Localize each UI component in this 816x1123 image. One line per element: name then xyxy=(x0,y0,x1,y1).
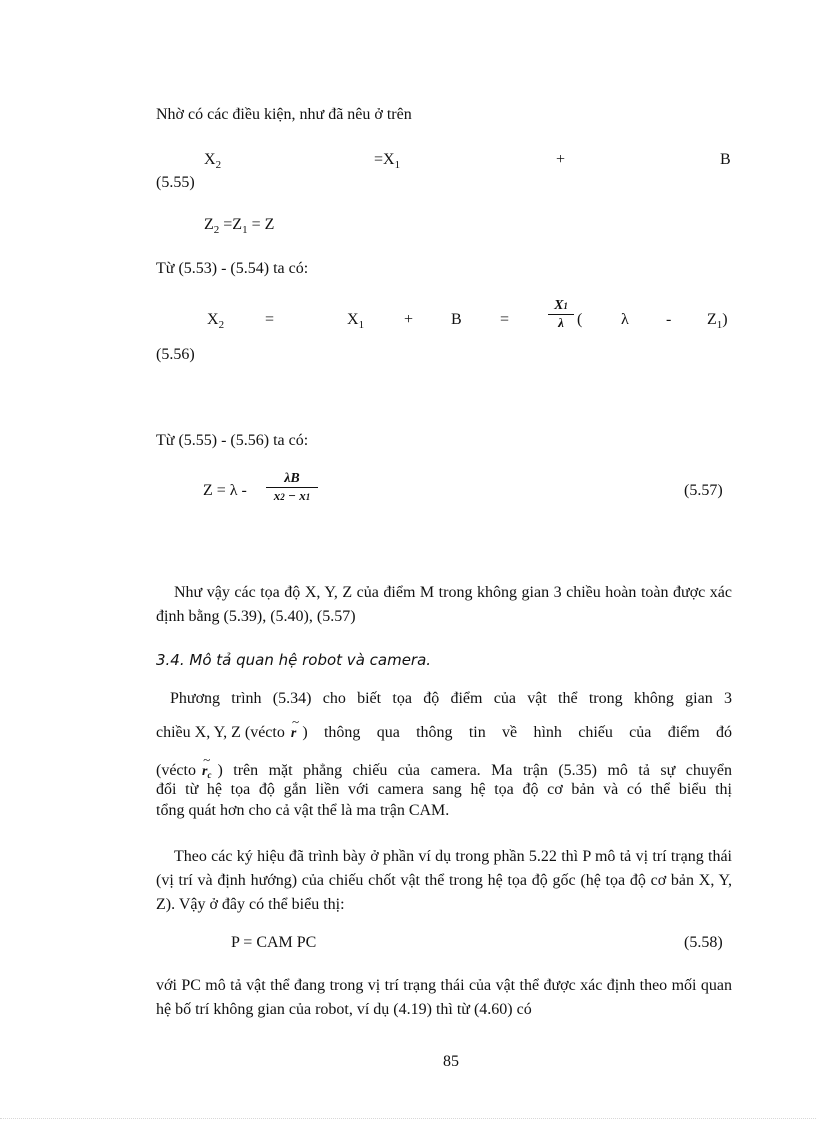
eq557-lhs: Z = λ - xyxy=(203,482,247,499)
eq556-fraction: X1 λ xyxy=(548,298,574,331)
para2-line4: đổi từ hệ tọa độ gắn liền với camera sang hệ tọa độ cơ bản và có thể biểu thị xyxy=(156,781,732,798)
para2-line2: chiều X, Y, Z (vécto ~ r ) thông qua thông tin về hình chiếu của điểm đó xyxy=(156,723,732,744)
eq556-plus: + xyxy=(404,311,414,328)
eq556-b: B xyxy=(451,311,462,328)
eq555-ref: (5.55) xyxy=(156,174,195,191)
page-bottom-border xyxy=(0,1118,816,1119)
from-text-2: Từ (5.55) - (5.56) ta có: xyxy=(156,432,309,449)
eq557-fraction: λB x2 − x1 xyxy=(266,471,318,505)
eq556-x2: $X_2$ xyxy=(207,311,225,331)
eq556-lambda: λ xyxy=(621,311,629,328)
para2-line3: (vécto ~ $r_c$ ) trên mặt phẳng chiếu của camera. Ma trận (5.35) mô tả sự chuyển xyxy=(156,752,732,780)
eq555-plus: + xyxy=(556,151,566,168)
eq555-mid: $=X_1$ xyxy=(374,151,401,171)
eq558-ref: (5.58) xyxy=(684,934,723,951)
eq-z-equality: $Z_2 =Z_1 = Z$ xyxy=(204,216,275,236)
eq558-expr: P = CAM PC xyxy=(231,934,317,951)
paragraph-coordinates: Như vậy các tọa độ X, Y, Z của điểm M trong không gian 3 chiều hoàn toàn được xác định bằng (5.39), (5.40), (5.57) xyxy=(156,584,732,625)
eq556-eq1: = xyxy=(265,311,275,328)
eq556-x1: $X_1$ xyxy=(347,311,365,331)
eq556-eq2: = xyxy=(500,311,510,328)
page-number: 85 xyxy=(443,1053,459,1070)
para2-line1: Phương trình (5.34) cho biết tọa độ điểm của vật thể trong không gian 3 xyxy=(170,690,732,707)
intro-text: Nhờ có các điều kiện, như đã nêu ở trên xyxy=(156,106,412,123)
eq556-paren-open: ( xyxy=(577,311,583,328)
eq556-minus: - xyxy=(666,311,672,328)
eq556-ref: (5.56) xyxy=(156,346,195,363)
vector-rc-symbol: ~ $r_c$ xyxy=(201,752,212,780)
para2-line5: tổng quát hơn cho cả vật thể là ma trận CAM. xyxy=(156,802,450,819)
eq556-z1: $Z_1$) xyxy=(707,311,728,331)
eq555-lhs: $X_2$ xyxy=(204,151,222,171)
eq555-rhs: B xyxy=(720,151,731,168)
paragraph-notation: Theo các ký hiệu đã trình bày ở phần ví dụ trong phần 5.22 thì P mô tả vị trí trạng thái (vị trí và định hướng) của chiếu chốt vật thể trong hệ tọa độ gốc (hệ tọa độ cơ bản X, Y, Z). Vậy ở đây có thể biểu thị: xyxy=(156,848,732,913)
eq557-ref: (5.57) xyxy=(684,482,723,499)
vector-r-symbol: ~ r xyxy=(290,714,299,741)
from-text-1: Từ (5.53) - (5.54) ta có: xyxy=(156,260,309,277)
section-heading: 3.4. Mô tả quan hệ robot và camera. xyxy=(156,651,432,669)
paragraph-pc: với PC mô tả vật thể đang trong vị trí trạng thái của vật thể được xác định theo mối quan hệ bố trí không gian của robot, ví dụ (4.19) thì từ (4.60) có xyxy=(156,977,732,1018)
